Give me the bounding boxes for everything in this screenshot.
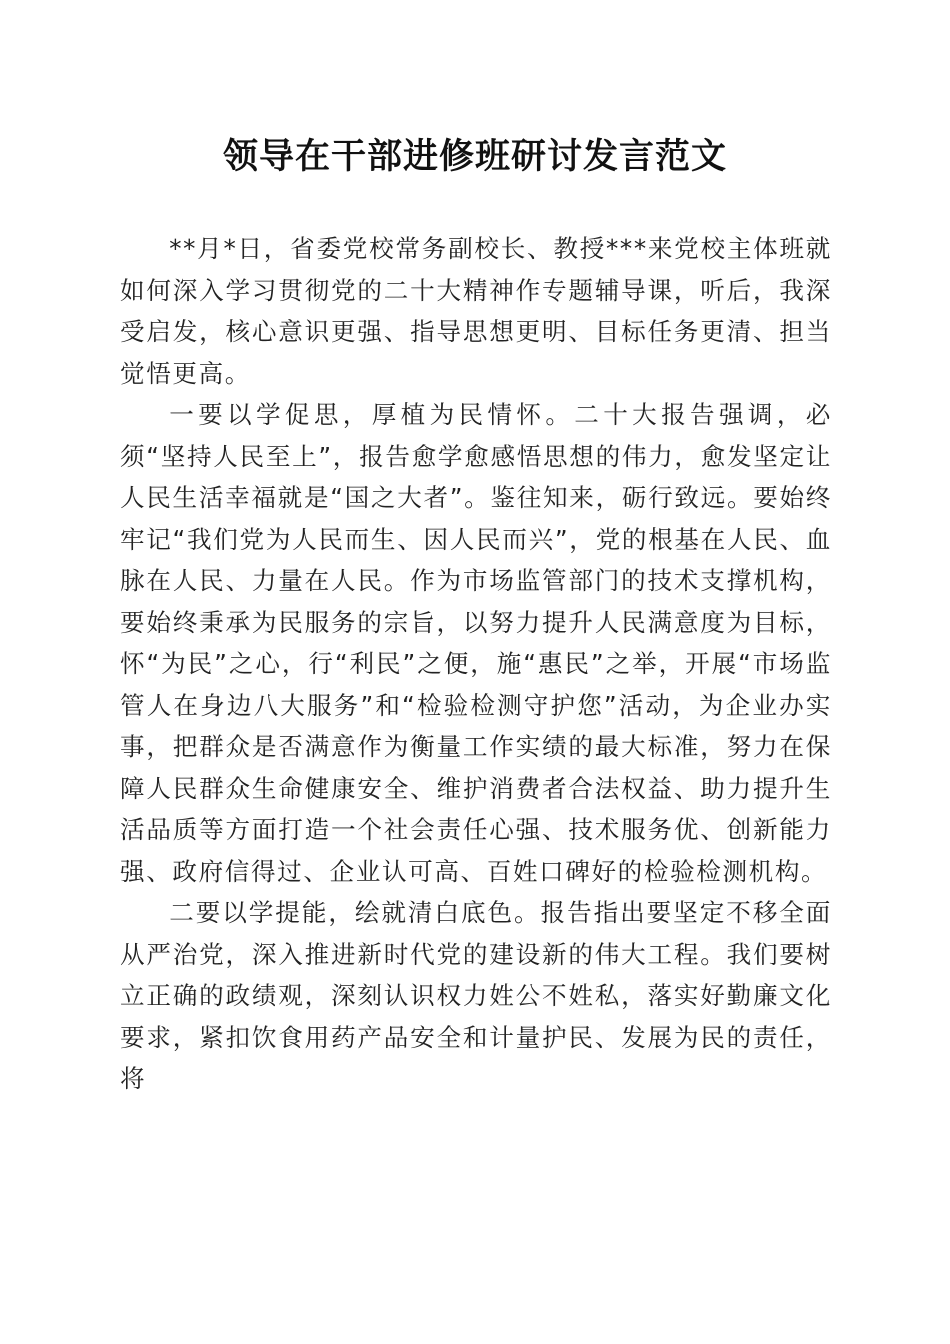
document-body: [120, 228, 832, 1100]
paragraph-point-two: 二要以学提能，绘就清白底色。报告指出要坚定不移全面从严治党，深入推进新时代党的建设新的伟大工程。我们要树立正确的政绩观，深刻认识权力姓公不姓私，落实好勤廉文化要求，紧扣饮食用药产品安全和计量护民、发展为民的责任，将: [120, 898, 832, 1093]
paragraph-intro: **月*日，省委党校常务副校长、教授***来党校主体班就如何深入学习贯彻党的二十大精神作专题辅导课，听后，我深受启发，核心意识更强、指导思想更明、目标任务更清、担当觉悟更高。: [120, 234, 832, 388]
paragraph-point-one: 一要以学促思，厚植为民情怀。二十大报告强调，必须“坚持人民至上”，报告愈学愈感悟思想的伟力，愈发坚定让人民生活幸福就是“国之大者”。鉴往知来，砺行致远。要始终牢记“我们党为人民而生、因人民而兴”，党的根基在人民、血脉在人民、力量在人民。作为市场监管部门的技术支撑机构，要始终秉承为民服务的宗旨，以努力提升人民满意度为目标，怀“为民”之心，行“利民”之便，施“惠民”之举，开展“市场监管人在身边八大服务”和“检验检测守护您”活动，为企业办实事，把群众是否满意作为衡量工作实绩的最大标准，努力在保障人民群众生命健康安全、维护消费者合法权益、助力提升生活品质等方面打造一个社会责任心强、技术服务优、创新能力强、政府信得过、企业认可高、百姓口碑好的检验检测机构。: [120, 400, 832, 886]
document-title: 领导在干部进修班研讨发言范文: [222, 136, 727, 177]
